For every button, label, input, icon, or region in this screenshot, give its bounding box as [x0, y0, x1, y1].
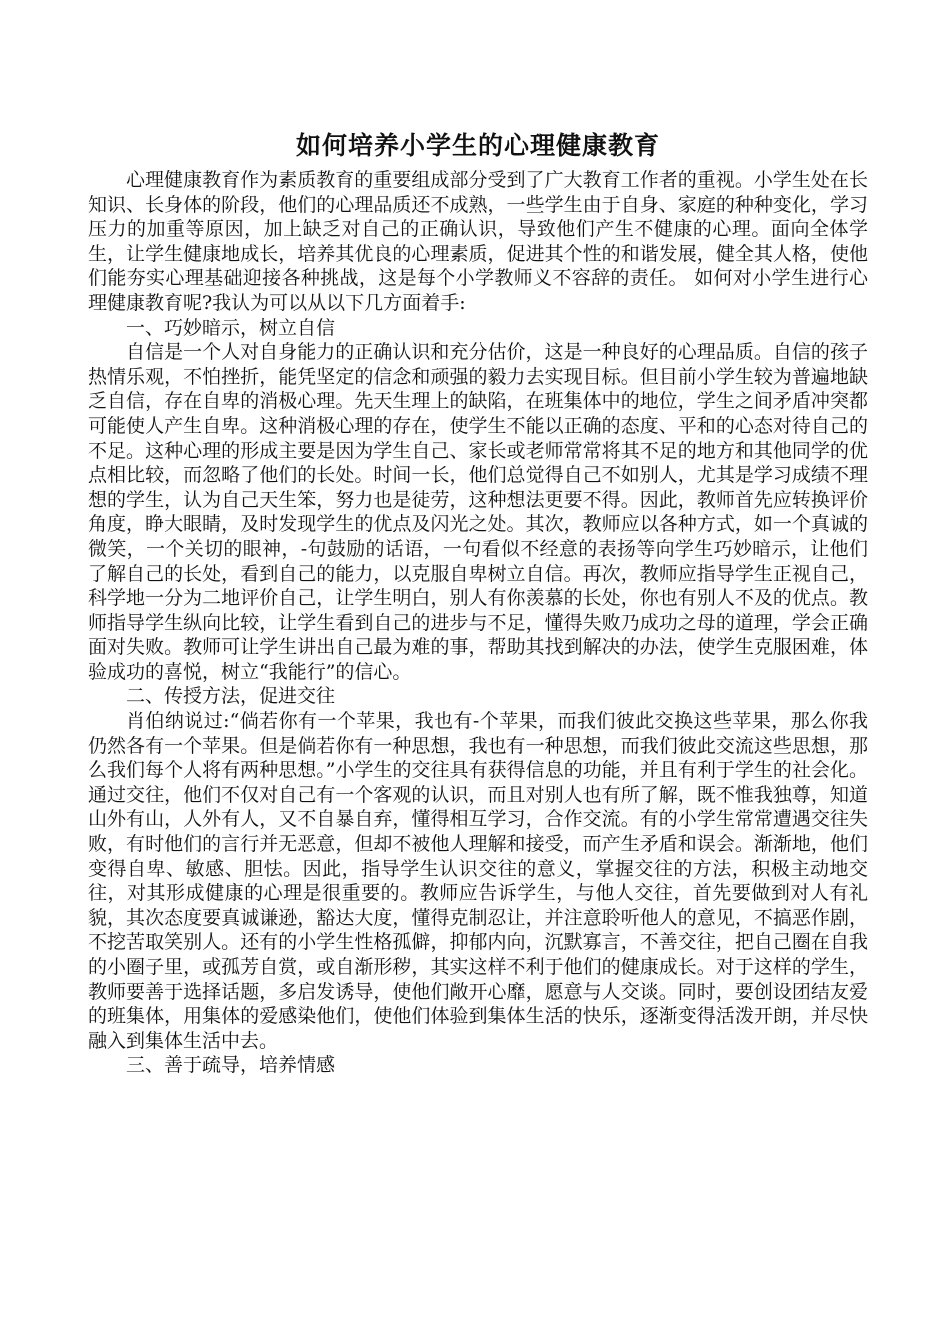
section-body-2: 肖伯纳说过:“倘若你有一个苹果，我也有-个苹果，而我们彼此交换这些苹果，那么你我仍然各有一个苹果。但是倘若你有一种思想，我也有一种思想，而我们彼此交流这些思想，那么我们每个人将有两种思想。”小学生的交往具有获得信息的功能，并且有利于学生的社会化。通过交往，他们不仅对自己有一个客观的认识，而且对别人也有所了解，既不惟我独尊，知道山外有山，人外有人，又不自暴自弃，懂得相互学习，合作交流。有的小学生常常遭遇交往失败，有时他们的言行并无恶意，但却不被他人理解和接受，而产生矛盾和误会。渐渐地，他们变得自卑、敏感、胆怯。因此，指导学生认识交往的意义，掌握交往的方法，积极主动地交往，对其形成健康的心理是很重要的。教师应告诉学生，与他人交往，首先要做到对人有礼貌，其次态度要真诚谦逊，豁达大度，懂得克制忍让，并注意聆听他人的意见，不搞恶作剧，不挖苦取笑别人。还有的小学生性格孤僻，抑郁内向，沉默寡言，不善交往，把自己圈在自我的小圈子里，或孤芳自赏，或自渐形秽，其实这样不利于他们的健康成长。对于这样的学生，教师要善于选择话题，多启发诱导，使他们敞开心靡，愿意与人交谈。同时，要创设团结友爱的班集体，用集体的爱感染他们，使他们体验到集体生活的快乐，逐渐变得活泼开朗，并尽快融入到集体生活中去。 — [88, 710, 868, 1052]
document-title: 如何培养小学生的心理健康教育 — [295, 131, 660, 160]
section-body-1: 自信是一个人对自身能力的正确认识和充分估价，这是一种良好的心理品质。自信的孩子热情乐观，不怕挫折，能凭坚定的信念和顽强的毅力去实现目标。但目前小学生较为普遍地缺乏自信，存在自卑的消极心理。先天生理上的缺陷，在班集体中的地位，学生之间矛盾冲突都可能使人产生自卑。这种消极心理的存在，使学生不能以正确的态度、平和的心态对待自己的不足。这种心理的形成主要是因为学生自己、家长或老师常常将其不足的地方和其他同学的优点相比较，而忽略了他们的长处。时间一长，他们总觉得自己不如别人，尤其是学习成绩不理想的学生，认为自己天生笨，努力也是徒劳，这种想法更要不得。因此，教师首先应转换评价角度，睁大眼睛，及时发现学生的优点及闪光之处。其次，教师应以各种方式，如一个真诚的微笑，一个关切的眼神，-句鼓励的话语，一句看似不经意的表扬等向学生巧妙暗示，让他们了解自己的长处，看到自己的能力，以克服自卑树立自信。再次，教师应指导学生正视自己，科学地一分为二地评价自己，让学生明白，别人有你羡慕的长处，你也有别人不及的优点。教师指导学生纵向比较，让学生看到自己的进步与不足，懂得失败乃成功之母的道理，学会正确面对失败。教师可让学生讲出自己最为难的事，帮助其找到解决的办法，使学生克服困难，体验成功的喜悦，树立“我能行”的信心。 — [88, 341, 868, 683]
section-heading-2: 二、传授方法，促进交往 — [126, 685, 336, 708]
section-heading-1: 一、巧妙暗示，树立自信 — [126, 316, 336, 339]
section-heading-3: 三、善于疏导，培养情感 — [126, 1054, 336, 1077]
document-page — [88, 128, 868, 1078]
intro-paragraph: 心理健康教育作为素质教育的重要组成部分受到了广大教育工作者的重视。小学生处在长知识、长身体的阶段，他们的心理品质还不成熟，一些学生由于自身、家庭的种种变化，学习压力的加重等原因，加上缺乏对自己的正确认识，导致他们产生不健康的心理。面向全体学生，让学生健康地成长，培养其优良的心理素质，促进其个性的和谐发展，健全其人格，使他们能夯实心理基础迎接各种挑战，这是每个小学教师义不容辞的责任。 如何对小学生进行心理健康教育呢?我认为可以从以下几方面着手: — [88, 169, 868, 314]
